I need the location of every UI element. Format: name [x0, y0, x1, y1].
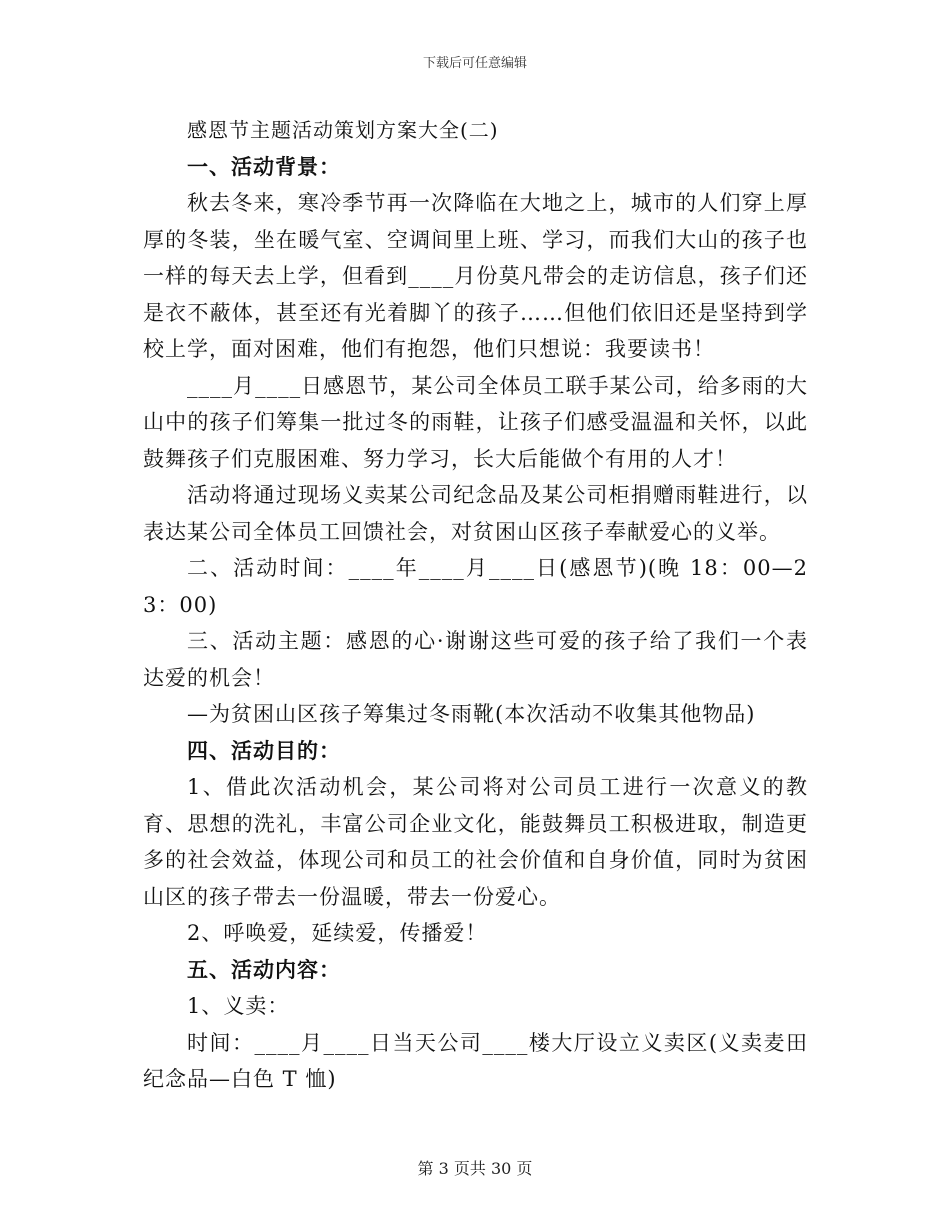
paragraph-purpose-1: 1、借此次活动机会，某公司将对公司员工进行一次意义的教育、思想的洗礼，丰富公司企业文化，能鼓舞员工积极进取，制造更多的社会效益，体现公司和员工的社会价值和自身价值，同时为贫困山区的孩子带去一份温暖，带去一份爱心。 — [143, 775, 808, 909]
document-title: 感恩节主题活动策划方案大全(二) — [187, 118, 499, 142]
document-body — [143, 112, 808, 1098]
section-activity-time: 二、活动时间：____年____月____日(感恩节)(晚 18：00—23：00) — [143, 556, 808, 617]
section-heading-background: 一、活动背景： — [187, 153, 341, 179]
paragraph-purpose-2: 2、呼唤爱，延续爱，传播爱！ — [187, 921, 488, 945]
paragraph-theme-subtitle: —为贫困山区孩子筹集过冬雨靴(本次活动不收集其他物品) — [187, 702, 756, 726]
section-activity-theme: 三、活动主题：感恩的心·谢谢这些可爱的孩子给了我们一个表达爱的机会！ — [143, 629, 808, 690]
section-heading-purpose: 四、活动目的： — [187, 737, 341, 763]
paragraph-sale-time: 时间：____月____日当天公司____楼大厅设立义卖区(义卖麦田纪念品—白色 T 恤) — [143, 1030, 808, 1091]
paragraph-background: 秋去冬来，寒冷季节再一次降临在大地之上，城市的人们穿上厚厚的冬装，坐在暖气室、空调间里上班、学习，而我们大山的孩子也一样的每天去上学，但看到____月份莫凡带会的走访信息，孩子们还是衣不蔽体，甚至还有光着脚丫的孩子……但他们依旧还是坚持到学校上学，面对困难，他们有抱怨，他们只想说：我要读书！ — [143, 191, 808, 361]
section-heading-content: 五、活动内容： — [187, 956, 341, 982]
paragraph-activity-method: 活动将通过现场义卖某公司纪念品及某公司柜捐赠雨鞋进行，以表达某公司全体员工回馈社会，对贫困山区孩子奉献爱心的义举。 — [143, 483, 808, 544]
page-footer: 第 3 页共 30 页 — [417, 1159, 533, 1178]
paragraph-charity-sale: 1、义卖： — [187, 994, 290, 1018]
paragraph-thanksgiving-event: ____月____日感恩节，某公司全体员工联手某公司，给多雨的大山中的孩子们筹集一批过冬的雨鞋，让孩子们感受温温和关怀，以此鼓舞孩子们克服困难、努力学习，长大后能做个有用的人才！ — [143, 373, 808, 471]
page-header: 下载后可任意编辑 — [422, 56, 527, 71]
